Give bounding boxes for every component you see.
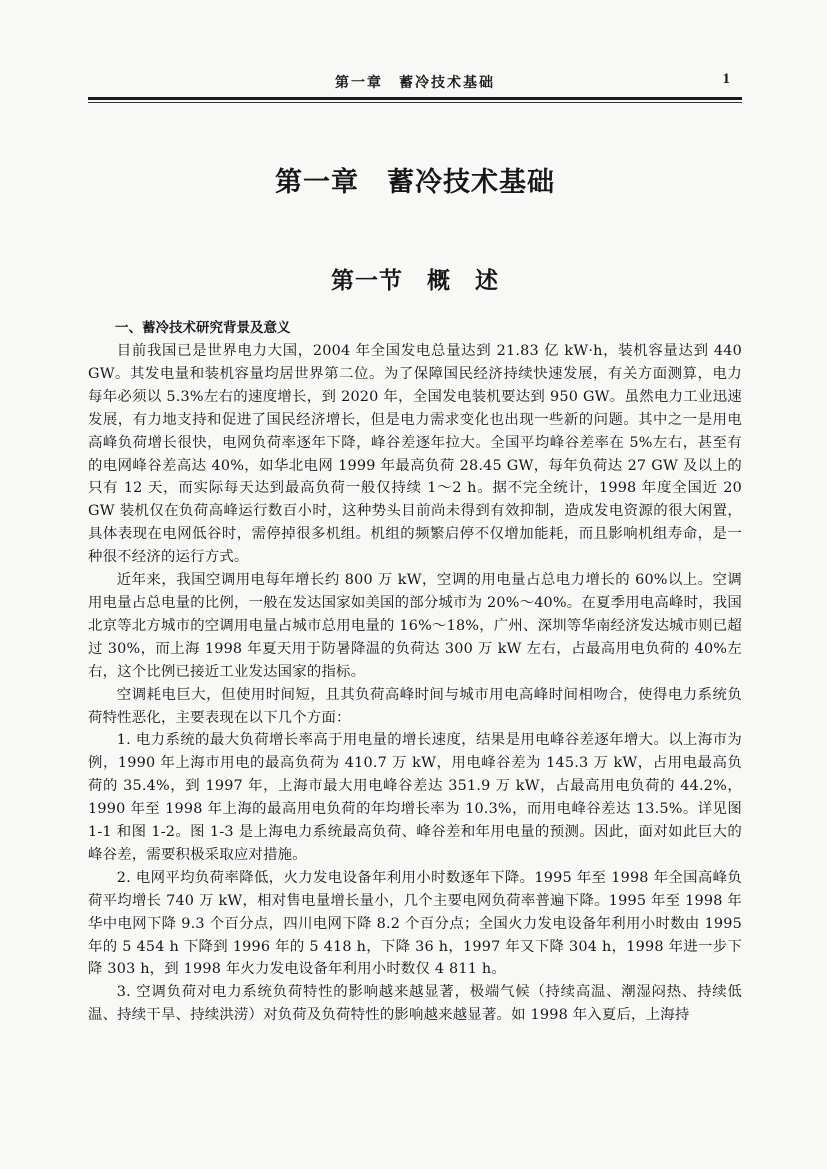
page-number: 1 (722, 71, 730, 87)
header-rule-thin (88, 102, 742, 103)
chapter-title: 第一章 蓄冷技术基础 (275, 167, 555, 198)
paragraph: 目前我国已是世界电力大国，2004 年全国发电总量达到 21.83 亿 kW·h，装机容量达到 440 GW。其发电量和装机容量均居世界第二位。为了保障国民经济持续快速发展，有关方面测算，电力每年必须以 5.3%左右的速度增长，到 2020 年，全国发电装机要达到 950 GW。虽然电力工业迅速发展，有力地支持和促进了国民经济增长，但是电力需求变化也出现一些新的问题。其中之一是用电高峰负荷增长很快，电网负荷率逐年下降，峰谷差逐年拉大。全国平均峰谷差率在 5%左右，甚至有的电网峰谷差高达 40%，如华北电网 1999 年最高负荷 28.45 GW，每年负荷达 27 GW 及以上的只有 12 天，而实际每天达到最高负荷一般仅持续 1～2 h。据不完全统计，1998 年度全国近 20 GW 装机仅在负荷高峰运行数百小时，这种势头目前尚未得到有效抑制，造成发电资源的很大闲置，具体表现在电网低谷时，需停掉很多机组。机组的频繁启停不仅增加能耗，而且影响机组寿命，是一种很不经济的运行方式。 (88, 343, 742, 566)
paragraph: 2. 电网平均负荷率降低，火力发电设备年利用小时数逐年下降。1995 年至 1998 年全国高峰负荷平均增长 740 万 kW，相对售电量增长量小，几个主要电网负荷率普遍下降。1995 年至 1998 年华中电网下降 9.3 个百分点，四川电网下降 8.2 个百分点；全国火力发电设备年利用小时数由 1995 年的 5 454 h 下降到 1996 年的 5 418 h，下降 36 h，1997 年又下降 304 h，1998 年进一步下降 303 h，到 1998 年火力发电设备年利用小时数仅 4 811 h。 (88, 869, 742, 978)
running-title: 第一章 蓄冷技术基础 (335, 75, 495, 91)
section-title: 第一节 概 述 (331, 268, 499, 294)
running-header (88, 72, 742, 92)
paragraph: 3. 空调负荷对电力系统负荷特性的影响越来越显著，极端气候（持续高温、潮湿闷热、持续低温、持续干旱、持续洪涝）对负荷及负荷特性的影响越来越显著。如 1998 年入夏后，上海持 (88, 984, 742, 1024)
body-text (88, 340, 742, 1027)
paragraph: 近年来，我国空调用电每年增长约 800 万 kW，空调的用电量占总电力增长的 60%以上。空调用电量占总电量的比例，一般在发达国家如美国的部分城市为 20%～40%。在夏季用电高峰时，我国北京等北方城市的空调用电量占城市总用电量的 16%～18%，广州、深圳等华南经济发达城市则已超过 30%，而上海 1998 年夏天用于防暑降温的负荷达 300 万 kW 左右，占最高用电负荷的 40%左右，这个比例已接近工业发达国家的指标。 (88, 572, 742, 680)
paragraph: 1. 电力系统的最大负荷增长率高于用电量的增长速度，结果是用电峰谷差逐年增大。以上海市为例，1990 年上海市用电的最高负荷为 410.7 万 kW，用电峰谷差为 145.3 万 kW，占用电最高负荷的 35.4%，到 1997 年，上海市最大用电峰谷差达 351.9 万 kW，占最高用电负荷的 44.2%，1990 年至 1998 年上海的最高用电负荷的年均增长率为 10.3%，而用电峰谷差达 13.5%。详见图 1-1 和图 1-2。图 1-3 是上海电力系统最高负荷、峰谷差和年用电量的预测。因此，面对如此巨大的峰谷差，需要积极采取应对措施。 (88, 732, 742, 863)
paragraph: 空调耗电巨大，但使用时间短，且其负荷高峰时间与城市用电高峰时间相吻合，使得电力系统负荷特性恶化，主要表现在以下几个方面： (88, 686, 742, 726)
header-rule-thick (88, 97, 742, 100)
subsection-heading: 一、蓄冷技术研究背景及意义 (115, 320, 291, 336)
